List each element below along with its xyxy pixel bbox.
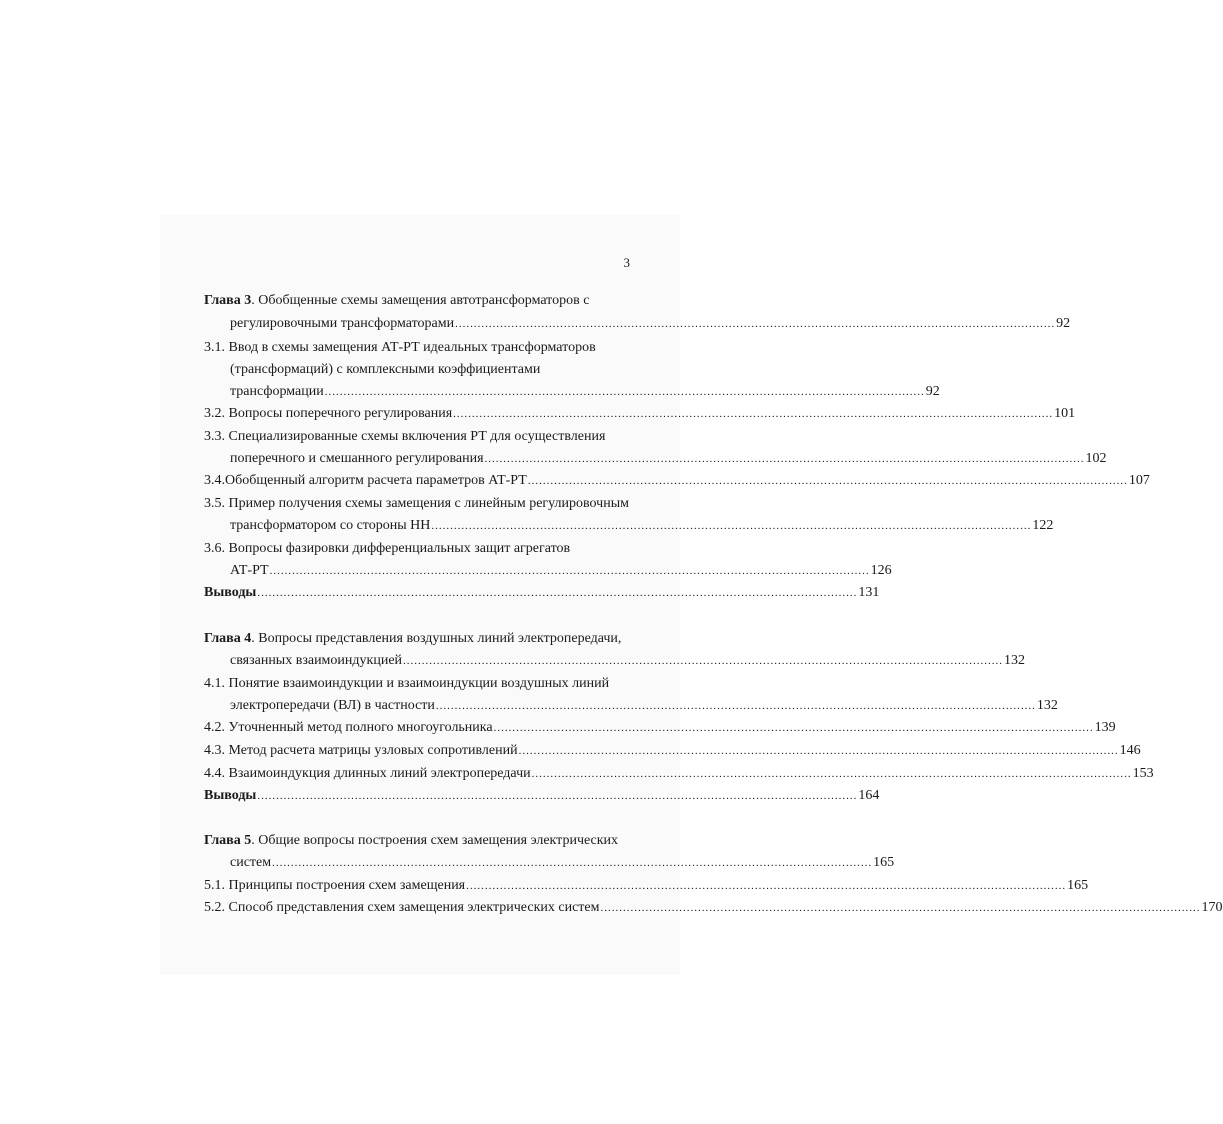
toc-title-cont: трансформации (230, 384, 324, 399)
toc-page-number: 153 (1132, 766, 1154, 781)
toc-row-conclusions-3: Выводы ................................................................................................................................................................ 131 (204, 585, 880, 600)
toc-row-3-6: АТ-РТ ................................................................................................................................................................ 126 (230, 563, 892, 578)
toc-title: 5.1. Принципы построения схем замещения (204, 878, 466, 893)
toc-row-3-1: трансформации ................................................................................................................................................................ 92 (230, 384, 940, 399)
toc-row-3-5: трансформатором со стороны НН ................................................................................................................................................................ 122 (230, 518, 1054, 533)
toc-row-chapter-5: систем ................................................................................................................................................................ 165 (230, 855, 895, 870)
toc-title: 3.5. Пример получения схемы замещения с линейным регулировочным (204, 496, 629, 511)
chapter-4-title-cont: связанных взаимоиндукцией (230, 653, 403, 668)
chapter-5-heading (204, 832, 618, 850)
toc-row-chapter-3: регулировочными трансформаторами ................................................................................................................................................................ 92 (230, 316, 1071, 331)
toc-page-number: 165 (873, 855, 895, 870)
toc-row-4-3: 4.3. Метод расчета матрицы узловых сопротивлений ................................................................................................................................................................ 146 (204, 743, 1141, 758)
toc-page-number: 170 (1201, 900, 1223, 915)
toc-page-number: 164 (858, 788, 880, 803)
chapter-4-prefix: Глава 4 (204, 631, 252, 646)
toc-title-cont: АТ-РТ (230, 563, 269, 578)
toc-page-number: 107 (1128, 473, 1150, 488)
toc-title: 3.1. Ввод в схемы замещения АТ-РТ идеальных трансформаторов (204, 340, 596, 355)
toc-title: 4.4. Взаимоиндукция длинных линий электропередачи (204, 766, 531, 781)
toc-title: 5.2. Способ представления схем замещения электрических систем (204, 900, 600, 915)
toc-title-cont: трансформатором со стороны НН (230, 518, 431, 533)
toc-page-number: 102 (1085, 451, 1107, 466)
toc-conclusions-label: Выводы (204, 788, 257, 803)
toc-page-number: 126 (870, 563, 892, 578)
chapter-3-title: . Обобщенные схемы замещения автотрансформаторов с (251, 293, 590, 308)
toc-row-5-1: 5.1. Принципы построения схем замещения ................................................................................................................................................................ 165 (204, 878, 1089, 893)
chapter-3-title-cont: регулировочными трансформаторами (230, 316, 455, 331)
toc-page-number: 92 (1056, 316, 1071, 331)
toc-title: 3.4.Обобщенный алгоритм расчета параметров АТ-РТ (204, 473, 527, 488)
toc-page-number: 101 (1054, 406, 1076, 421)
toc-title: 3.2. Вопросы поперечного регулирования (204, 406, 453, 421)
chapter-4-title: . Вопросы представления воздушных линий электропередачи, (251, 631, 622, 646)
page-number: 3 (623, 255, 630, 270)
toc-title-cont: (трансформаций) с комплексными коэффициентами (230, 362, 541, 377)
chapter-5-prefix: Глава 5 (204, 833, 252, 848)
toc-title-cont: электропередачи (ВЛ) в частности (230, 698, 435, 713)
toc-page-number: 131 (858, 585, 880, 600)
toc-title: 3.6. Вопросы фазировки дифференциальных защит агрегатов (204, 541, 571, 556)
toc-row-4-4: 4.4. Взаимоиндукция длинных линий электропередачи ................................................................................................................................................................ 153 (204, 766, 1154, 781)
toc-page-number: 139 (1094, 720, 1116, 735)
toc-row-4-2: 4.2. Уточненный метод полного многоугольника ................................................................................................................................................................ 139 (204, 720, 1116, 735)
chapter-5-title-cont: систем (230, 855, 272, 870)
toc-title-cont: поперечного и смешанного регулирования (230, 451, 484, 466)
toc-page-number: 146 (1119, 743, 1141, 758)
toc-row-3-4: 3.4.Обобщенный алгоритм расчета параметров АТ-РТ ................................................................................................................................................................ 107 (204, 473, 1150, 488)
toc-title: 4.2. Уточненный метод полного многоугольника (204, 720, 493, 735)
toc-page-number: 132 (1036, 698, 1058, 713)
toc-row-conclusions-4: Выводы ................................................................................................................................................................ 164 (204, 788, 880, 803)
toc-row-chapter-4: связанных взаимоиндукцией ................................................................................................................................................................ 132 (230, 653, 1026, 668)
toc-page-number: 92 (925, 384, 940, 399)
toc-title: 4.1. Понятие взаимоиндукции и взаимоиндукции воздушных линий (204, 676, 610, 691)
toc-title: 3.3. Специализированные схемы включения РТ для осуществления (204, 429, 606, 444)
chapter-3-heading (204, 292, 589, 310)
toc-row-4-1: электропередачи (ВЛ) в частности ................................................................................................................................................................ 132 (230, 698, 1058, 713)
toc-title: 4.3. Метод расчета матрицы узловых сопротивлений (204, 743, 518, 758)
chapter-3-prefix: Глава 3 (204, 293, 252, 308)
toc-page-number: 132 (1004, 653, 1026, 668)
toc-page-number: 165 (1067, 878, 1089, 893)
toc-row-5-2: 5.2. Способ представления схем замещения электрических систем ................................................................................................................................................................ 170 (204, 900, 1223, 915)
toc-row-3-2: 3.2. Вопросы поперечного регулирования ................................................................................................................................................................ 101 (204, 406, 1076, 421)
toc-row-3-3: поперечного и смешанного регулирования ................................................................................................................................................................ 102 (230, 451, 1107, 466)
toc-conclusions-label: Выводы (204, 585, 257, 600)
chapter-5-title: . Общие вопросы построения схем замещения электрических (251, 833, 619, 848)
toc-page-number: 122 (1032, 518, 1054, 533)
chapter-4-heading (204, 630, 621, 648)
